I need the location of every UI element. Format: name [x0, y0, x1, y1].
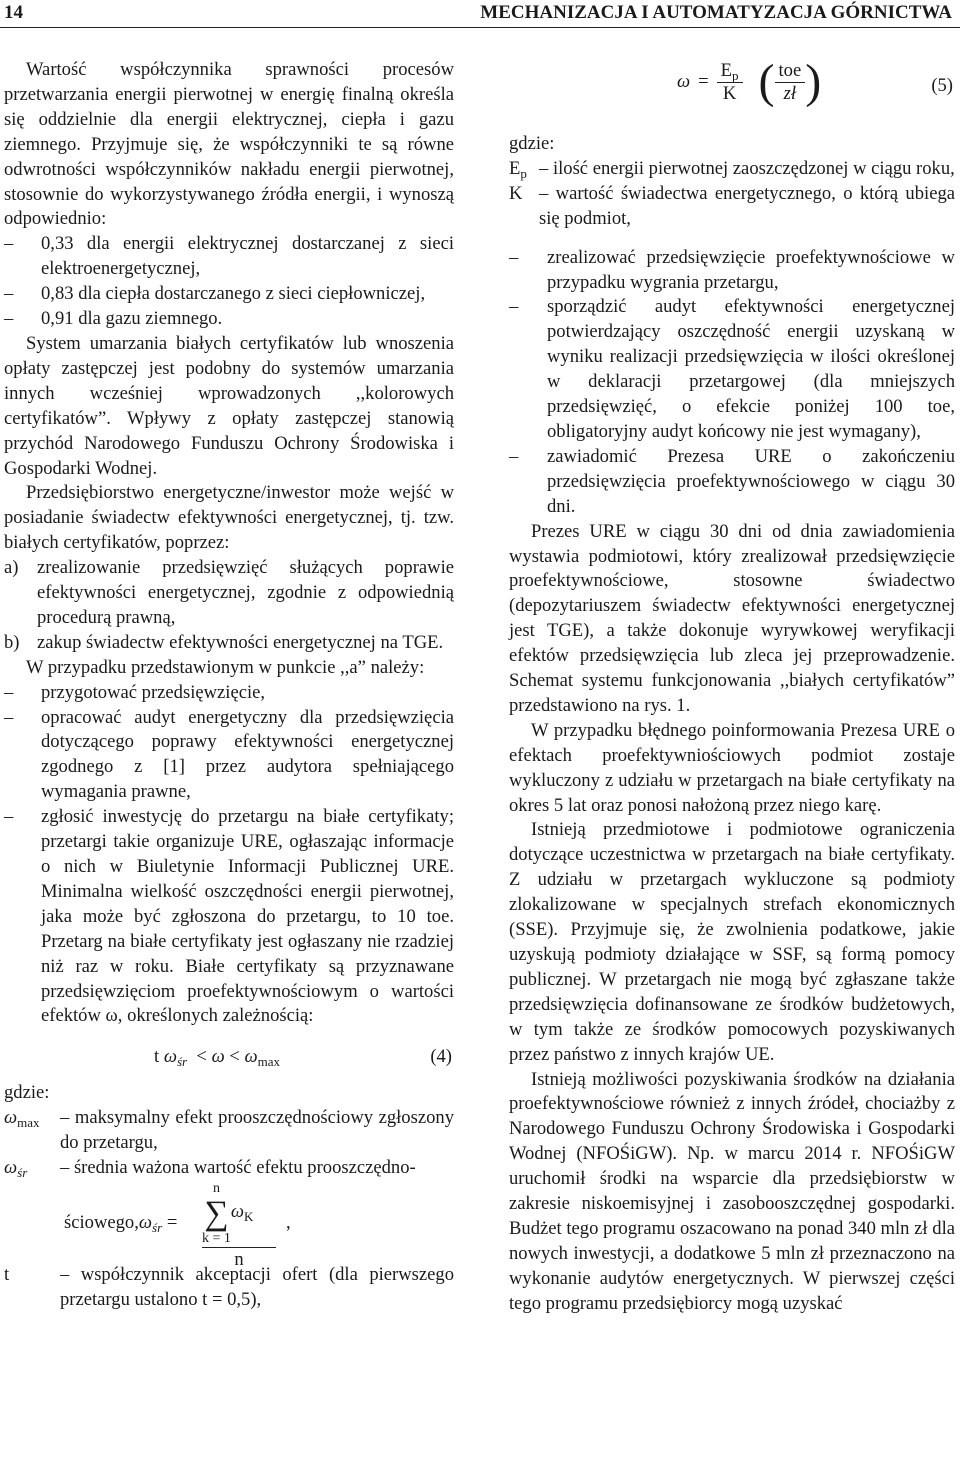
def-text: – średnia ważona wartość efektu prooszczędno-	[60, 1157, 416, 1179]
unit-fraction	[775, 60, 806, 105]
unit-numerator: toe	[775, 60, 806, 83]
left-column	[4, 58, 454, 1313]
list-item: – zrealizować przedsięwzięcie proefektywnościowe w przypadku wygrania przetargu,	[509, 246, 955, 296]
list-item	[4, 556, 454, 631]
eq-symbol: ω	[163, 1046, 177, 1068]
sigma-icon: ∑	[204, 1194, 229, 1232]
list-item	[4, 631, 454, 656]
def-symbol: K	[509, 182, 523, 204]
def-symbol	[509, 157, 535, 182]
list-marker: a)	[4, 557, 19, 579]
journal-title: MECHANIZACJA I AUTOMATYZACJA GÓRNICTWA	[480, 2, 952, 23]
unit-denominator: zł	[783, 82, 797, 104]
def-symbol	[4, 1106, 60, 1131]
symbol: ω	[4, 1157, 18, 1179]
eq-fraction	[717, 60, 743, 105]
list-item: – opracować audyt energetyczny dla przedsięwzięcia dotyczącego poprawy efektywności energetycznej zgodnego z [1] przez audytora spełniającego wymagania prawne,	[4, 706, 454, 806]
page-number: 14	[4, 2, 23, 23]
eq-operator: =	[166, 1211, 178, 1233]
eq-symbol: ω	[211, 1046, 225, 1068]
list-item-text: zakup świadectw efektywności energetycznej na TGE.	[37, 631, 444, 653]
eq-symbol: ω	[230, 1201, 245, 1223]
paragraph: W przypadku przedstawionym w punkcie ,,a” należy:	[26, 656, 425, 678]
def-symbol	[4, 1156, 60, 1181]
list-item: – 0,83 dla ciepła dostarczanego z sieci ciepłowniczej,	[4, 282, 454, 307]
list-item: – sporządzić audyt efektywności energetycznej potwierdzający oszczędność energii uzyskaną w wyniku realizacji przedsięwzięcia w ilości określonej w deklaracji przetargowej (dla mniejszych przedsięwzięć, o efekcie poniżej 100 toe, obligatoryjny audyt końcowy nie jest wymagany),	[509, 295, 955, 444]
eq-operator: <	[229, 1046, 240, 1068]
eq-symbol: t	[154, 1046, 160, 1068]
equation-5-body	[677, 55, 822, 108]
symbol-subscript: max	[17, 1115, 40, 1131]
symbol-subscript: p	[520, 165, 527, 181]
eq-operator: <	[196, 1046, 207, 1068]
sum-fraction	[202, 1181, 276, 1272]
def-symbol: t	[4, 1263, 10, 1285]
definition-omega-max	[4, 1106, 454, 1156]
list-item: – zawiadomić Prezesa URE o zakończeniu przedsięwzięcia proefektywnościowego w ciągu 30 dni.	[509, 445, 955, 520]
paragraph: Istnieją możliwości pozyskiwania środków na działania proefektywnościowe również z innych źródeł, chociażby z Narodowego Funduszu Ochrony Środowiska i Gospodarki Wodnej (NFOŚiGW). Np. w marcu 2014 r. NFOŚiGW uruchomił środki na wsparcie dla przedsiębiorstw w zakresie niskoemisyjnej i zasobooszczędnej gospodarki. Budżet tego programu oszacowano na ponad 340 mln zł dla nowych inwestycji, a dodatkowe 5 mln zł przeznaczono na wykonanie audytów energetycznych. W pierwszej części tego programu przedsiębiorcy mogą uzyskać	[509, 1068, 955, 1314]
sum-numerator	[202, 1181, 276, 1247]
definition-omega-sr	[4, 1156, 454, 1181]
def-text: – współczynnik akceptacji ofert (dla pierwszego przetargu ustalono t = 0,5),	[60, 1263, 454, 1310]
coefficient-list	[4, 232, 454, 332]
where-label: gdzie:	[4, 1082, 50, 1104]
definitions	[509, 157, 955, 232]
symbol: E	[509, 157, 521, 179]
sum-term	[231, 1200, 254, 1225]
paragraph: Prezes URE w ciągu 30 dni od dnia zawiadomienia wystawia podmiotowi, który zrealizował przedsięwzięcie proefektywnościowe, stosowne świadectwo (depozytariuszem świadectw efektywności energetycznej jest TGE), a także dokonuje wyrywkowej weryfikacji efektów przedsięwzięcia lub zleca jej przeprowadzenie. Schemat systemu funkcjonowania ,,białych certyfikatów” przedstawiono na rys. 1.	[509, 520, 955, 716]
eq-symbol: ω	[677, 70, 691, 92]
fraction-numerator	[717, 60, 743, 83]
comma: ,	[286, 1211, 291, 1233]
paragraph: Przedsiębiorstwo energetyczne/inwestor może wejść w posiadanie świadectw efektywności energetycznej, tj. tzw. białych certyfikatów, poprzez:	[4, 482, 454, 554]
right-paren: )	[805, 55, 822, 108]
unit-parens	[758, 55, 822, 108]
def-text: – ilość energii pierwotnej zaoszczędzonej w ciągu roku,	[539, 157, 955, 179]
def-text: – maksymalny efekt prooszczędnościowy zgłoszony do przetargu,	[60, 1107, 454, 1154]
sum-denominator: n	[202, 1247, 276, 1272]
equation-4	[4, 1029, 454, 1081]
eq-symbol: ω	[138, 1211, 153, 1233]
list-item: – 0,91 dla gazu ziemnego.	[4, 307, 454, 332]
eq-symbol: ω	[244, 1046, 258, 1068]
paragraph: Wartość współczynnika sprawności procesów przetwarzania energii pierwotnej w energię finalną określa się oddzielnie dla energii elektrycznej, ciepła i gazu ziemnego. Przyjmuje się, że współczynniki te są równe odwrotności współczynników nakładu energii pierwotnej, stosownie do wykorzystywanego źródła energii, i wynoszą odpowiednio:	[4, 59, 454, 230]
sum-lower: k = 1	[202, 1230, 231, 1246]
equation-5	[509, 52, 955, 132]
definitions	[4, 1106, 454, 1313]
paragraph: Istnieją przedmiotowe i podmiotowe ograniczenia dotyczące uczestnictwa w przetargach na białe certyfikaty. Z udziału w przetargach wykluczone są podmioty zlokalizowane w specjalnych strefach ekonomicznych (SSE). Przyjmuje się, że zwolnienia podatkowe, jakie uzyskują podmioty działające w SSF, są formą pomocy publicznej. W przetargach nie mogą być zgłaszane także przedsięwzięcia dofinansowane ze środków budżetowych, w tym także ze środków pomocowych pozyskiwanych przez państwo z innych krajów UE.	[509, 819, 955, 1065]
list-item: – zgłosić inwestycję do przetargu na białe certyfikaty; przetargi takie organizuje URE, ogłaszając informacje o nich w Biuletynie Informacji Publicznej URE. Minimalna wielkość oszczędności energii pierwotnej, jaka może być zgłoszona do przetargu, to 10 toe. Przetarg na białe certyfikaty jest ogłaszany nie rzadziej niż raz w roku. Białe certyfikaty są przyznawane przedsięwzięciom proefektywnościowym o wartości efektów ω, określonych zależnością:	[4, 805, 454, 1029]
paragraph: System umarzania białych certyfikatów lub wnoszenia opłaty zastępczej jest podobny do systemów umarzania innych wcześniej wprowadzonych ,,kolorowych certyfikatów”. Wpływy z opłaty zastępczej stanowią przychód Narodowego Funduszu Ochrony Środowiska i Gospodarki Wodnej.	[4, 332, 454, 479]
formula-text: ściowego,	[64, 1211, 139, 1233]
page-header	[0, 0, 960, 26]
sum-formula	[64, 1180, 454, 1270]
eq-operator: =	[698, 70, 709, 92]
list-item: – przygotować przedsięwzięcie,	[4, 681, 454, 706]
left-paren: (	[758, 55, 775, 108]
definition-ep	[509, 157, 955, 182]
header-rule	[0, 27, 960, 28]
steps-list	[4, 681, 454, 1030]
equation-4-body	[154, 1045, 280, 1070]
acquisition-list	[4, 556, 454, 656]
fraction-denominator: K	[722, 82, 737, 104]
where-label: gdzie:	[509, 133, 555, 154]
obligations-list	[509, 246, 955, 520]
equation-number: (4)	[430, 1046, 452, 1068]
eq-subscript: śr	[176, 1054, 188, 1070]
definition-k	[509, 182, 955, 232]
eq-subscript: śr	[152, 1219, 163, 1235]
right-column	[509, 55, 955, 1317]
symbol-subscript: śr	[17, 1165, 28, 1181]
list-item: – 0,33 dla energii elektrycznej dostarczanej z sieci elektroenergetycznej,	[4, 232, 454, 282]
list-item-text: zrealizowanie przedsięwzięć służących poprawie efektywności energetycznej, zgodnie z odpowiednią procedurą prawną,	[37, 557, 454, 628]
sum-formula-body	[64, 1211, 177, 1236]
eq-subscript: max	[257, 1054, 281, 1070]
list-marker: b)	[4, 631, 20, 653]
eq-subscript: p	[732, 67, 739, 83]
eq-subscript: K	[244, 1209, 254, 1225]
spacer	[509, 232, 955, 246]
equation-number: (5)	[931, 75, 953, 96]
summation	[202, 1181, 231, 1247]
def-text: – wartość świadectwa energetycznego, o którą ubiega się podmiot,	[539, 182, 955, 229]
sum-upper: n	[212, 1180, 220, 1196]
symbol: ω	[4, 1107, 18, 1129]
eq-symbol: E	[720, 59, 732, 81]
paragraph: W przypadku błędnego poinformowania Prezesa URE o efektach proefektywniościowych podmiot zostaje wykluczony z udziału w przetargach na białe certyfikaty na okres 5 lat oraz ponosi nałożoną przez niego karę.	[509, 719, 955, 816]
